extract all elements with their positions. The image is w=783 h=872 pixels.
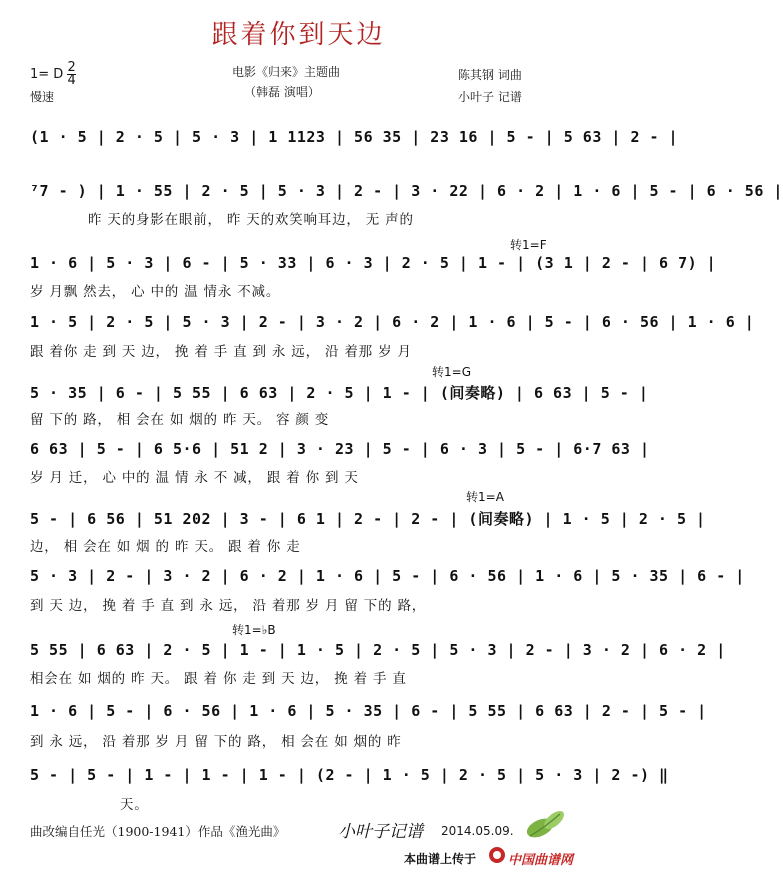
page-title: 跟着你到天边: [211, 20, 386, 50]
notation-line-1: (1 · 5 | 2 · 5 | 5 · 3 | 1 1123 | 56 35 | 23 16 | 5 - | 5 63 | 2 - |: [30, 128, 679, 146]
performer: （韩磊 演唱）: [244, 85, 320, 99]
key-label: 1= D: [30, 67, 64, 82]
notation-line-4: 1 · 5 | 2 · 5 | 5 · 3 | 2 - | 3 · 2 | 6 · 2 | 1 · 6 | 5 - | 6 · 56 | 1 · 6 |: [30, 313, 755, 331]
lyric-line-4: 跟 着你 走 到 天 边， 挽 着 手 直 到 永 远， 沿 着那 岁 月: [30, 344, 412, 360]
lyric-line-8: 到 天 边， 挽 着 手 直 到 永 远， 沿 着那 岁 月 留 下的 路，: [30, 598, 427, 614]
notation-line-9: 5 55 | 6 63 | 2 · 5 | 1 - | 1 · 5 | 2 · 5 | 5 · 3 | 2 - | 3 · 2 | 6 · 2 |: [30, 641, 726, 659]
notation-line-5: 5 · 35 | 6 - | 5 55 | 6 63 | 2 · 5 | 1 - | (间奏略) | 6 63 | 5 - |: [30, 384, 649, 402]
time-signature: [67, 62, 75, 87]
modulation-line-5: 转1=G: [432, 365, 471, 379]
modulation-line-3: 转1=F: [510, 238, 547, 252]
lyric-line-10: 到 永 远， 沿 着那 岁 月 留 下的 路， 相 会在 如 烟的 昨: [30, 734, 402, 750]
meter-top: 2: [67, 60, 76, 75]
notation-line-8: 5 · 3 | 2 - | 3 · 2 | 6 · 2 | 1 · 6 | 5 - | 6 · 56 | 1 · 6 | 5 · 35 | 6 - |: [30, 567, 745, 585]
tea-leaf-icon: [524, 806, 568, 842]
transcriber: 小叶子 记谱: [458, 90, 522, 104]
lyricist-composer: 陈其钢 词曲: [458, 68, 522, 82]
notation-line-6: 6 63 | 5 - | 6 5·6 | 51 2 | 3 · 23 | 5 - | 6 · 3 | 5 - | 6·7 63 |: [30, 440, 650, 458]
key-signature: [30, 62, 76, 87]
notation-line-10: 1 · 6 | 5 - | 6 · 56 | 1 · 6 | 5 · 35 | 6 - | 5 55 | 6 63 | 2 - | 5 - |: [30, 702, 707, 720]
lyric-line-11: 天。: [120, 797, 149, 813]
modulation-line-7: 转1=A: [466, 490, 504, 504]
arrangement-note: 曲改编自任光（1900-1941）作品《渔光曲》: [30, 824, 286, 839]
transcriber-signature: 小叶子记谱: [338, 822, 423, 842]
notation-line-11: 5 - | 5 - | 1 - | 1 - | 1 - | (2 - | 1 · 5 | 2 · 5 | 5 · 3 | 2 -) ‖: [30, 766, 669, 784]
lyric-line-6: 岁 月 迁， 心 中的 温 情 永 不 减， 跟 着 你 到 天: [30, 470, 359, 486]
lyric-line-3: 岁 月飘 然去， 心 中的 温 情永 不减。: [30, 284, 281, 300]
site-name[interactable]: 中国曲谱网: [508, 853, 574, 868]
transcription-date: 2014.05.09.: [441, 824, 514, 838]
notation-line-7: 5 - | 6 56 | 51 202 | 3 - | 6 1 | 2 - | 2 - | (间奏略) | 1 · 5 | 2 · 5 |: [30, 510, 706, 528]
notation-line-3: 1 · 6 | 5 · 3 | 6 - | 5 · 33 | 6 · 3 | 2 · 5 | 1 - | (3 1 | 2 - | 6 7) |: [30, 254, 717, 272]
site-logo-icon: [488, 846, 506, 864]
modulation-line-9: 转1=♭B: [232, 623, 276, 637]
meter-bottom: 4: [67, 73, 76, 88]
lyric-line-7: 边， 相 会在 如 烟 的 昨 天。 跟 着 你 走: [30, 539, 301, 555]
tempo-marking: 慢速: [30, 90, 55, 104]
lyric-line-5: 留 下的 路， 相 会在 如 烟的 昨 天。 容 颜 变: [30, 412, 330, 428]
notation-line-2: ⁷7 - ) | 1 · 55 | 2 · 5 | 5 · 3 | 2 - | 3 · 22 | 6 · 2 | 1 · 6 | 5 - | 6 · 56 |: [30, 182, 783, 200]
lyric-line-9: 相会在 如 烟的 昨 天。 跟 着 你 走 到 天 边， 挽 着 手 直: [30, 671, 407, 687]
lyric-line-2: 昨 天的身影在眼前， 昨 天的欢笑响耳边， 无 声的: [88, 212, 414, 228]
subtitle: 电影《归来》主题曲: [232, 65, 341, 79]
upload-label: 本曲谱上传于: [404, 852, 477, 866]
